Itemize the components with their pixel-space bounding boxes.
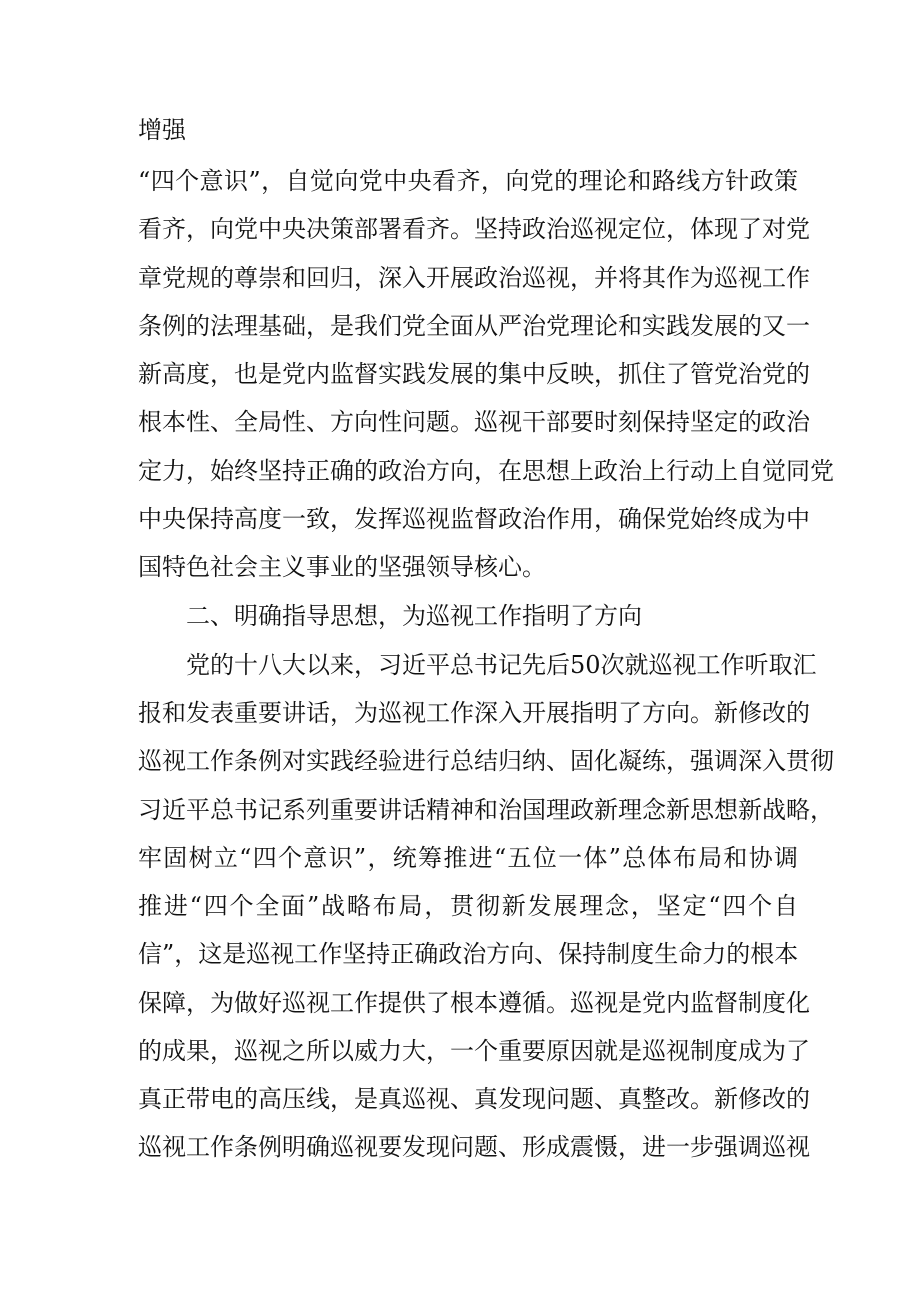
paragraph-1-line-3: 看齐，向党中央决策部署看齐。坚持政治巡视定位，体现了对党	[138, 215, 810, 243]
paragraph-2-line-8: 保障，为做好巡视工作提供了根本遵循。巡视是党内监督制度化	[138, 989, 810, 1017]
paragraph-1-line-5: 条例的法理基础，是我们党全面从严治党理论和实践发展的又一	[138, 312, 810, 340]
paragraph-2-line-4: 习近平总书记系列重要讲话精神和治国理政新理念新思想新战略，	[138, 796, 834, 824]
paragraph-1-line-2: “四个意识”，自觉向党中央看齐，向党的理论和路线方针政策	[138, 167, 798, 195]
paragraph-2-line-9: 的成果，巡视之所以威力大，一个重要原因就是巡视制度成为了	[138, 1037, 810, 1065]
paragraph-2-line-1: 党的十八大以来，习近平总书记先后50次就巡视工作听取汇	[186, 651, 817, 679]
paragraph-2-line-6: 推进“四个全面”战略布局，贯彻新发展理念，坚定“四个自	[138, 892, 798, 920]
paragraph-1-line-10: 国特色社会主义事业的坚强领导核心。	[138, 553, 546, 581]
paragraph-2-line-11: 巡视工作条例明确巡视要发现问题、形成震慑，进一步强调巡视	[138, 1133, 810, 1161]
paragraph-1-line-8: 定力，始终坚持正确的政治方向，在思想上政治上行动上自觉同党	[138, 457, 834, 485]
paragraph-2-line-10: 真正带电的高压线，是真巡视、真发现问题、真整改。新修改的	[138, 1085, 810, 1113]
paragraph-2-line-7: 信”，这是巡视工作坚持正确政治方向、保持制度生命力的根本	[138, 940, 799, 968]
paragraph-1-line-9: 中央保持高度一致，发挥巡视监督政治作用，确保党始终成为中	[138, 505, 810, 533]
paragraph-2-line-2: 报和发表重要讲话，为巡视工作深入开展指明了方向。新修改的	[138, 699, 810, 727]
paragraph-2-line-5: 牢固树立“四个意识”，统筹推进“五位一体”总体布局和协调	[138, 844, 798, 872]
paragraph-1-line-7: 根本性、全局性、方向性问题。巡视干部要时刻保持坚定的政治	[138, 408, 810, 436]
paragraph-1-line-6: 新高度，也是党内监督实践发展的集中反映，抓住了管党治党的	[138, 360, 810, 388]
paragraph-2-line-3: 巡视工作条例对实践经验进行总结归纳、固化凝练，强调深入贯彻	[138, 747, 834, 775]
paragraph-1-line-4: 章党规的尊崇和回归，深入开展政治巡视，并将其作为巡视工作	[138, 264, 810, 292]
section-heading: 二、明确指导思想，为巡视工作指明了方向	[186, 602, 642, 630]
paragraph-1-line-1: 增强	[138, 116, 186, 144]
